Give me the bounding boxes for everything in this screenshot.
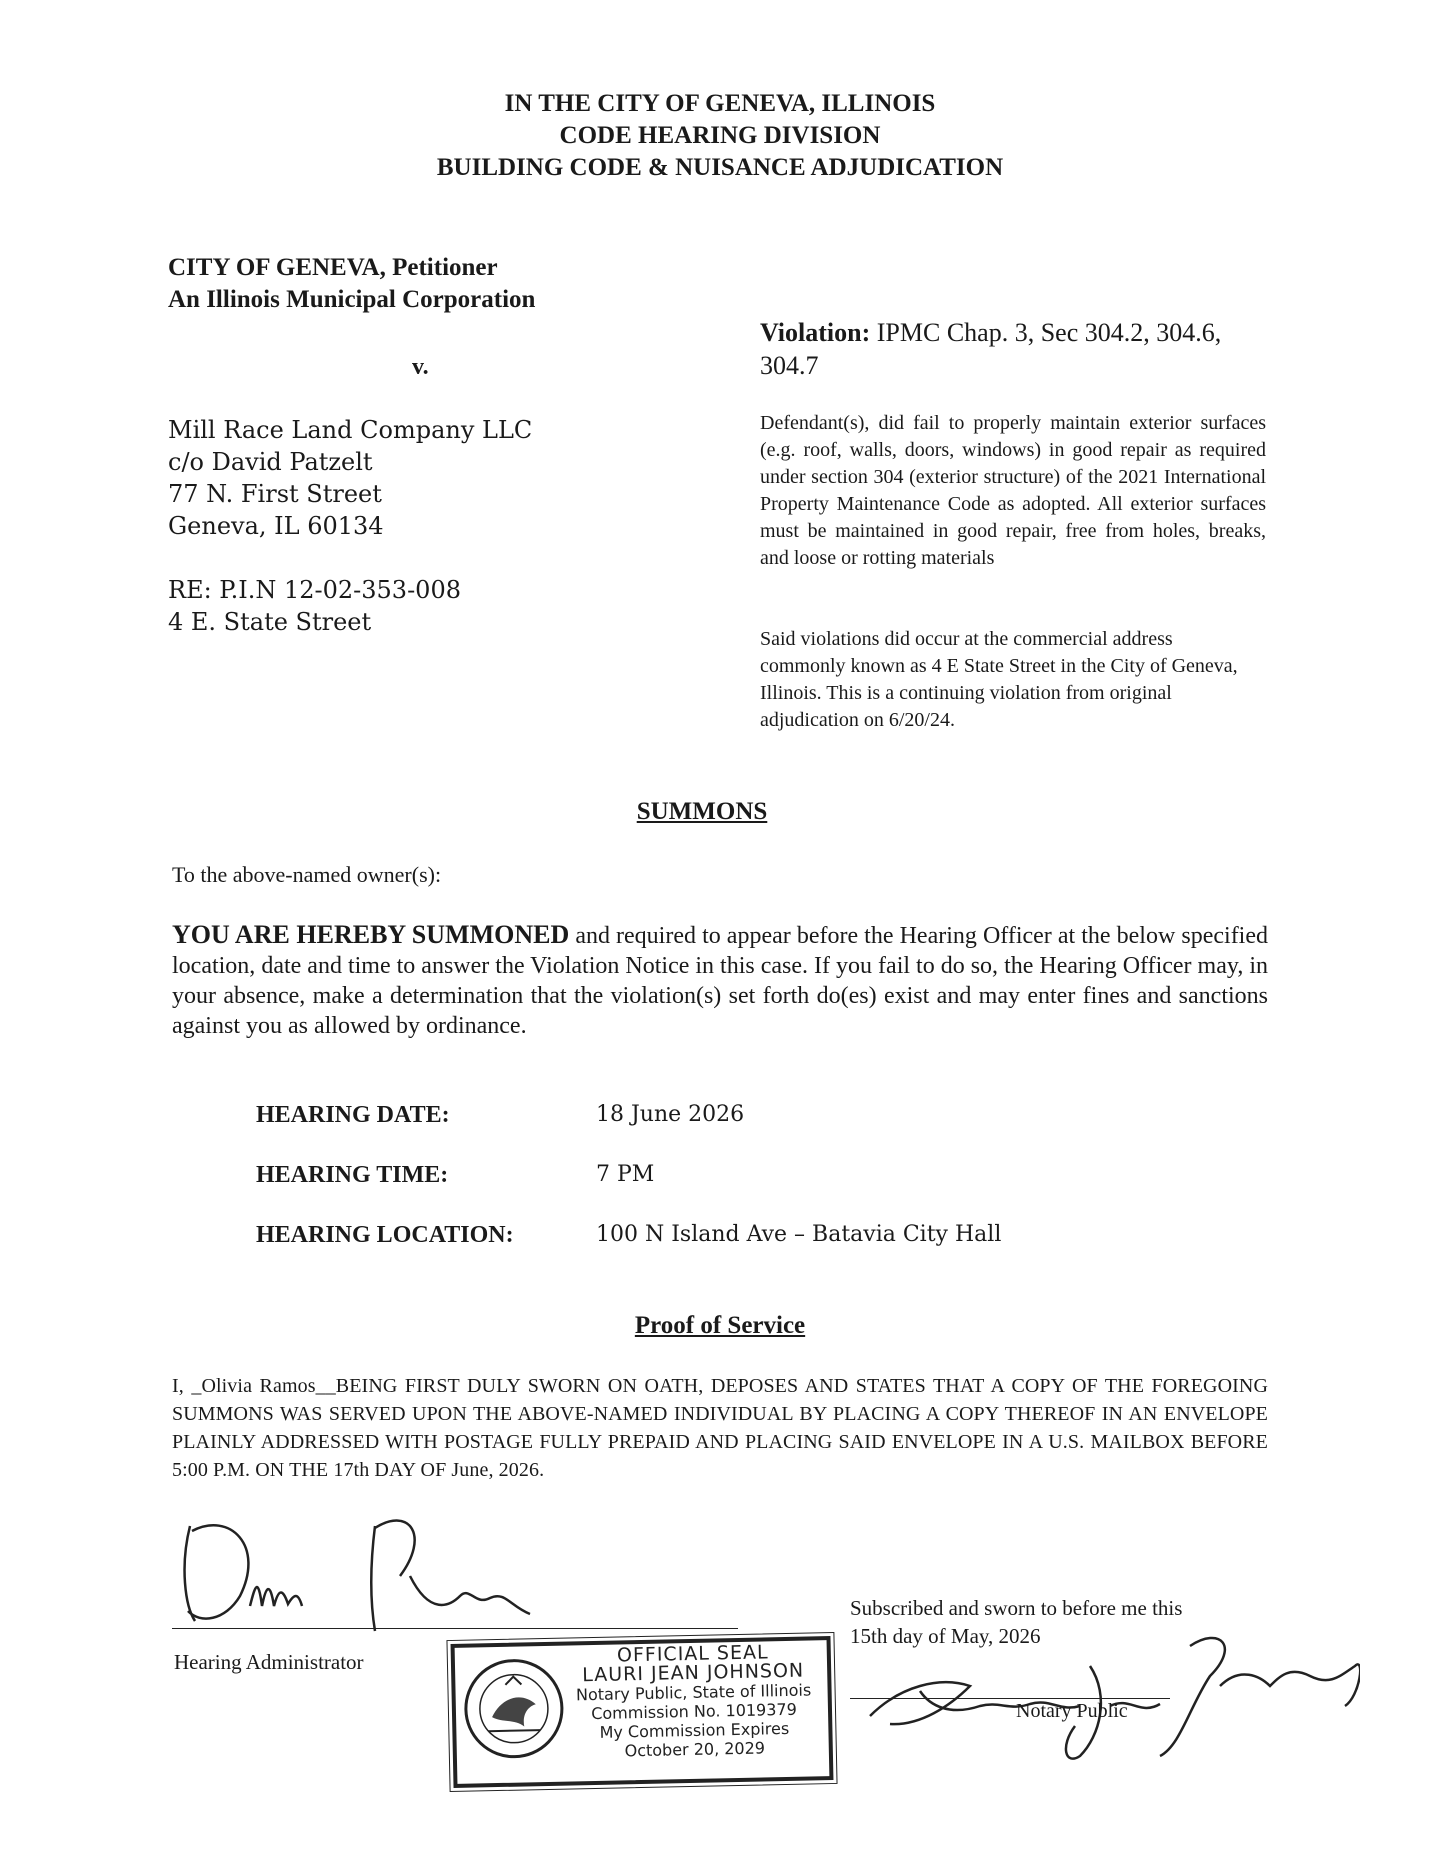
header-line-2: CODE HEARING DIVISION — [559, 122, 881, 149]
header-line-3: BUILDING CODE & NUISANCE ADJUDICATION — [436, 154, 1004, 181]
hearing-date-value: 18 June 2026 — [596, 1102, 745, 1127]
summons-text: and required to appear before the Hearing Officer at the below specified location, date and time to answer the Violation Notice in this case. If you fail to do so, the Hearing Officer may, in your absence, make a determination that the violation(s) set forth do(es) exist and may enter fines and sanctions against you as allowed by ordinance. — [172, 923, 1269, 1039]
hearing-time-value: 7 PM — [596, 1162, 655, 1187]
seal-line-3: Notary Public, State of Illinois — [575, 1680, 812, 1705]
violation-code-cont: 304.7 — [760, 351, 819, 380]
versus: v. — [412, 354, 429, 380]
seal-line-4: Commission No. 1019379 — [591, 1699, 797, 1724]
hearing-time-label: HEARING TIME: — [256, 1162, 449, 1188]
hearing-date-label: HEARING DATE: — [256, 1102, 450, 1128]
summons-title: SUMMONS — [636, 798, 768, 825]
administrator-signature-line — [172, 1628, 738, 1629]
sworn-line-1: Subscribed and sworn to before me this — [850, 1596, 1183, 1620]
defendant-name: Mill Race Land Company LLC — [168, 416, 533, 444]
defendant-street: 77 N. First Street — [168, 480, 382, 508]
hearing-location-label: HEARING LOCATION: — [256, 1222, 514, 1248]
defendant-address — [168, 414, 532, 638]
proof-body: I, _Olivia Ramos__BEING FIRST DULY SWORN ON OATH, DEPOSES AND STATES THAT A COPY OF THE FOREGOING SUMMONS WAS SERVED UPON THE ABOVE-NAMED INDIVIDUAL BY PLACING A COPY THEREOF IN AN ENVELOPE PLAINLY ADDRESSED WITH POSTAGE FULLY PREPAID AND PLACING SAID ENVELOPE IN A U.S. MAILBOX BEFORE 5:00 P.M. ON THE 17th DAY OF June, 2026. — [172, 1375, 1268, 1481]
summons-body — [172, 920, 1268, 1041]
seal-line-6: October 20, 2029 — [624, 1738, 766, 1761]
header-line-1: IN THE CITY OF GENEVA, ILLINOIS — [504, 90, 936, 117]
notary-signature — [860, 1606, 1360, 1766]
violation-heading — [760, 316, 1280, 382]
seal-line-1: OFFICIAL SEAL — [616, 1641, 769, 1667]
seal-line-5: My Commission Expires — [599, 1718, 790, 1742]
violation-location: Said violations did occur at the commercial address commonly known as 4 E State Street in the City of Geneva, Illinois. This is a continuing violation from original adjudication on 6/20/24. — [760, 628, 1238, 731]
re-address: 4 E. State Street — [168, 608, 372, 636]
summons-lead: YOU ARE HEREBY SUMMONED — [172, 920, 570, 949]
defendant-city: Geneva, IL 60134 — [168, 512, 384, 540]
notary-signature-line — [850, 1698, 1170, 1699]
proof-title: Proof of Service — [634, 1312, 806, 1339]
seal-text — [565, 1642, 823, 1761]
notary-title: Notary Public — [1016, 1700, 1128, 1722]
petitioner-name: CITY OF GENEVA, Petitioner — [168, 254, 498, 281]
defendant-care-of: c/o David Patzelt — [168, 448, 373, 476]
petitioner-type: An Illinois Municipal Corporation — [168, 286, 536, 313]
official-seal-stamp — [451, 1636, 834, 1788]
summons-salutation: To the above-named owner(s): — [172, 862, 442, 887]
hearing-location-value: 100 N Island Ave – Batavia City Hall — [596, 1222, 1002, 1247]
violation-description: Defendant(s), did fail to properly maintain exterior surfaces (e.g. roof, walls, doors, windows) in good repair as required under section 304 (exterior structure) of the 2021 International Property Maintenance Code as adopted. All exterior surfaces must be maintained in good repair, free from holes, breaks, and loose or rotting materials — [760, 412, 1266, 569]
administrator-title: Hearing Administrator — [174, 1650, 364, 1674]
state-seal-icon — [461, 1656, 567, 1762]
re-pin: RE: P.I.N 12-02-353-008 — [168, 576, 461, 604]
administrator-signature — [170, 1506, 560, 1636]
violation-label: Violation: — [760, 318, 871, 347]
seal-line-2: LAURI JEAN JOHNSON — [582, 1659, 805, 1687]
sworn-line-2: 15th day of May, 2026 — [850, 1624, 1041, 1648]
violation-code: IPMC Chap. 3, Sec 304.2, 304.6, — [876, 318, 1222, 347]
